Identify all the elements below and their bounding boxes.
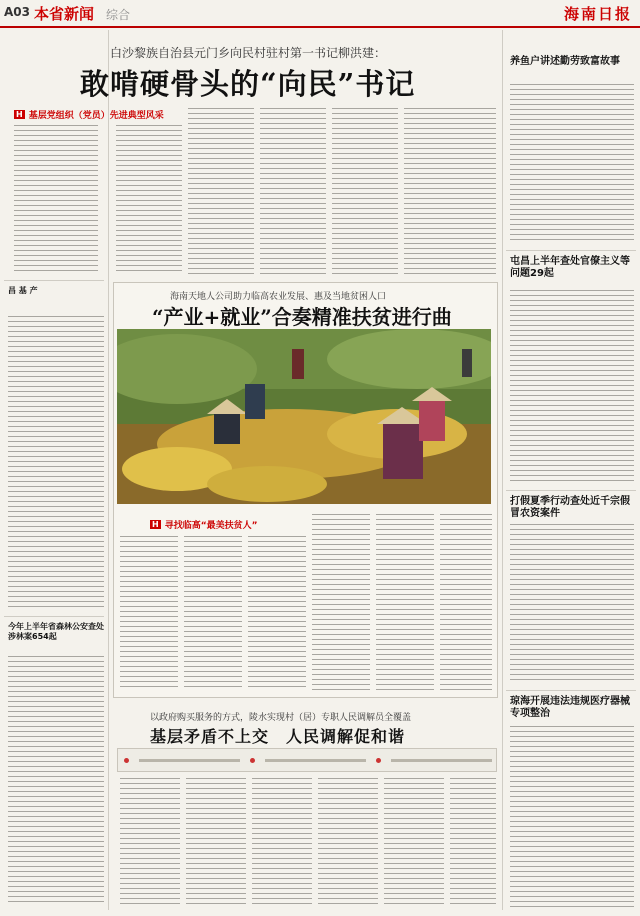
- divider: [506, 490, 636, 491]
- bullet-icon: [250, 758, 255, 763]
- paper-name: 海南日报: [563, 5, 632, 23]
- article-text-block: [8, 316, 104, 611]
- article-text-block: [260, 108, 326, 275]
- info-graphic-bar: [117, 748, 497, 772]
- article-text-block: [376, 514, 434, 691]
- bottom-story-kicker: 以政府购买服务的方式，陵水实现村（居）专职人民调解员全覆盖: [150, 713, 412, 723]
- subsection-title: 综合: [106, 8, 131, 22]
- article-text-block: [510, 726, 634, 908]
- feature-tag: [150, 518, 258, 531]
- article-text-block: [450, 778, 496, 908]
- bullet-icon: [376, 758, 381, 763]
- article-text-block: [248, 536, 306, 691]
- article-text-block: [312, 514, 370, 691]
- article-text-block: [318, 778, 378, 908]
- page-number: A03: [4, 5, 30, 19]
- article-text-block: [14, 125, 98, 275]
- bottom-story-headline: 基层矛盾不上交 人民调解促和谐: [150, 727, 406, 746]
- right-item3-headline: 打假夏季行动查处近千宗假冒农资案件: [510, 496, 630, 519]
- column-rule: [502, 30, 503, 910]
- divider: [506, 690, 636, 691]
- left-item2-headline: 今年上半年省森林公安查处涉林案654起: [8, 622, 104, 641]
- right-item4-headline: 琼海开展违法违规医疗器械专项整治: [510, 696, 630, 719]
- feature-tag-label: 寻找临高“最美扶贫人”: [164, 521, 258, 531]
- article-text-block: [116, 125, 182, 275]
- article-text-block: [384, 778, 444, 908]
- article-text-block: [510, 524, 634, 684]
- section-title: 本省新闻: [34, 5, 95, 23]
- article-text-block: [332, 108, 398, 275]
- right-item1-headline: 养鱼户讲述勤劳致富故事: [510, 56, 620, 67]
- article-text-block: [120, 536, 178, 691]
- article-text-block: [184, 536, 242, 691]
- article-text-block: [120, 778, 180, 908]
- article-text-block: [510, 84, 634, 244]
- top-story-kicker: 白沙黎族自治县元门乡向民村驻村第一书记柳洪建：: [110, 46, 387, 60]
- article-text-block: [510, 290, 634, 485]
- article-text-block: [188, 108, 254, 275]
- tag-marker-icon: H: [152, 520, 159, 529]
- left-item1-headline: 昌 基 产: [8, 286, 38, 295]
- feature-photo: [117, 329, 491, 504]
- divider: [506, 250, 636, 251]
- article-text-block: [252, 778, 312, 908]
- tag-marker-icon: H: [16, 110, 23, 119]
- column-rule: [108, 30, 109, 910]
- divider: [4, 280, 104, 281]
- article-text-block: [404, 108, 496, 275]
- top-story-tag-label: 基层党组织（党员）先进典型风采: [28, 111, 164, 121]
- pineapple-harvest-photo: [117, 329, 491, 504]
- divider: [4, 616, 104, 617]
- masthead: [0, 0, 640, 28]
- article-text-block: [440, 514, 492, 691]
- top-story-tag: [14, 108, 164, 121]
- bullet-icon: [124, 758, 129, 763]
- feature-kicker: 海南天地人公司助力临高农业发展、惠及当地贫困人口: [170, 292, 387, 302]
- right-item2-headline: 屯昌上半年查处官僚主义等问题29起: [510, 256, 630, 279]
- article-text-block: [8, 656, 104, 906]
- article-text-block: [186, 778, 246, 908]
- feature-headline: “产业+就业”合奏精准扶贫进行曲: [152, 305, 452, 329]
- top-story-headline: 敢啃硬骨头的“向民”书记: [80, 67, 416, 101]
